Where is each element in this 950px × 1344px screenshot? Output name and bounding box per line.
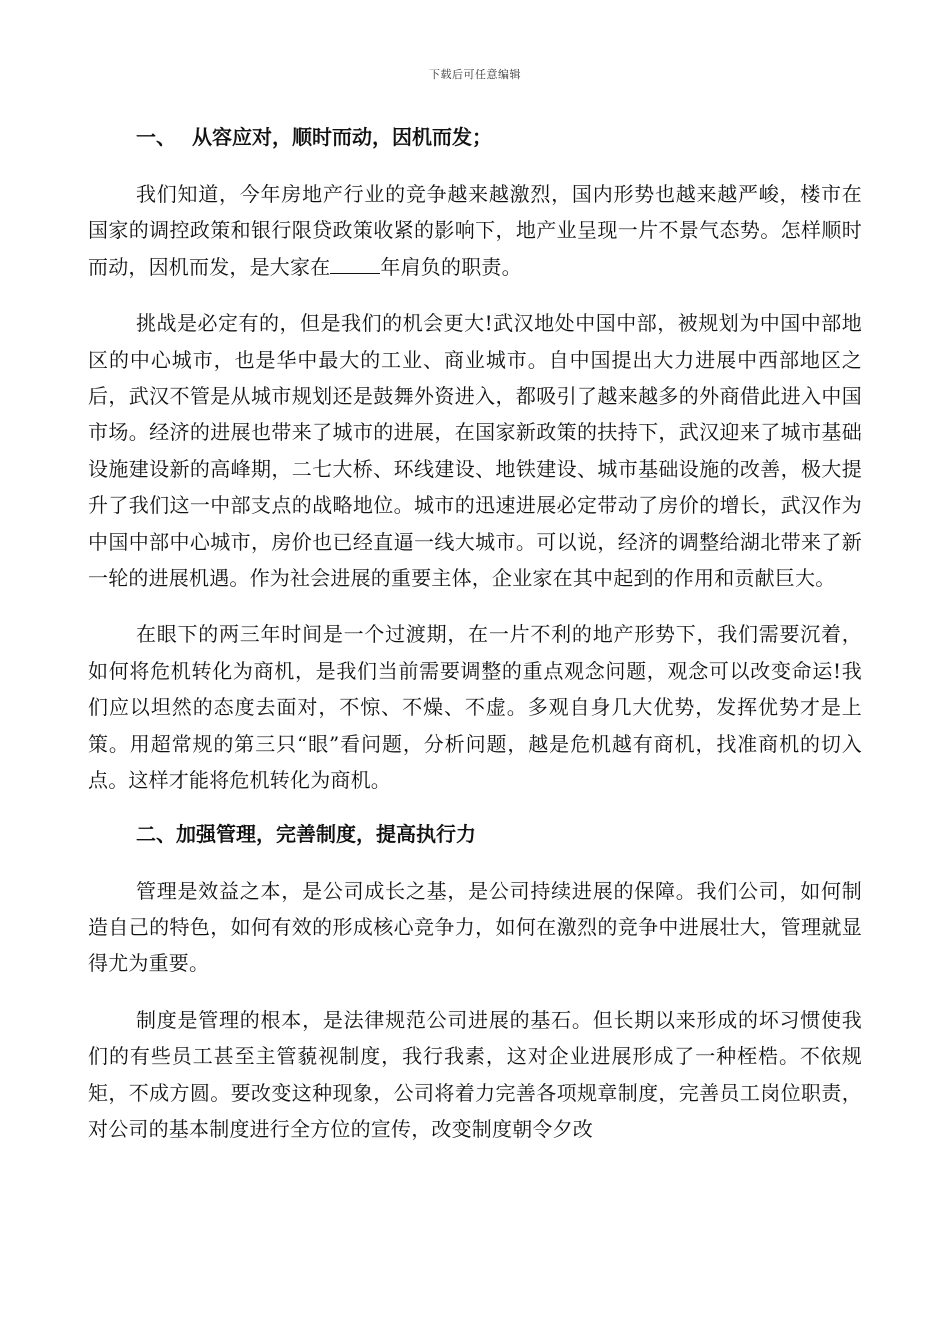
paragraph-1-before: 我们知道，今年房地产行业的竞争越来越激烈，国内形势也越来越严峻，楼市在国家的调控政策和银行限贷政策收紧的影响下，地产业呈现一片不景气态势。怎样顺时而动，因机而发，是大家在: [88, 182, 862, 279]
page-header: 下载后可任意编辑: [429, 68, 521, 81]
paragraph-1: [88, 176, 862, 285]
paragraph-3: 在眼下的两三年时间是一个过渡期，在一片不利的地产形势下，我们需要沉着，如何将危机转化为商机，是我们当前需要调整的重点观念问题，观念可以改变命运!我们应以坦然的态度去面对，不惊、不燥、不虚。多观自身几大优势，发挥优势才是上策。用超常规的第三只“眼”看问题，分析问题，越是危机越有商机，找准商机的切入点。这样才能将危机转化为商机。: [88, 622, 862, 793]
paragraph-2: 挑战是必定有的，但是我们的机会更大!武汉地处中国中部，被规划为中国中部地区的中心城市，也是华中最大的工业、商业城市。自中国提出大力进展中西部地区之后，武汉不管是从城市规划还是鼓舞外资进入，都吸引了越来越多的外商借此进入中国市场。经济的进展也带来了城市的进展，在国家新政策的扶持下，武汉迎来了城市基础设施建设新的高峰期，二七大桥、环线建设、地铁建设、城市基础设施的改善，极大提升了我们这一中部支点的战略地位。城市的迅速进展必定带动了房价的增长，武汉作为中国中部中心城市，房价也已经直逼一线大城市。可以说，经济的调整给湖北带来了新一轮的进展机遇。作为社会进展的重要主体，企业家在其中起到的作用和贡献巨大。: [88, 311, 862, 591]
section-heading-2: 二、加强管理，完善制度，提高执行力: [136, 821, 476, 846]
section-heading-1: [88, 122, 862, 152]
document-body: [88, 122, 862, 1167]
paragraph-1-after: 年肩负的职责。: [380, 254, 522, 279]
paragraph-5: 制度是管理的根本，是法律规范公司进展的基石。但长期以来形成的坏习惯使我们的有些员工甚至主管藐视制度，我行我素，这对企业进展形成了一种桎梏。不依规矩，不成方圆。要改变这种现象，公司将着力完善各项规章制度，完善员工岗位职责，对公司的基本制度进行全方位的宣传，改变制度朝令夕改: [88, 1007, 862, 1141]
paragraph-4: 管理是效益之本，是公司成长之基，是公司持续进展的保障。我们公司，如何制造自己的特色，如何有效的形成核心竞争力，如何在激烈的竞争中进展壮大，管理就显得尤为重要。: [88, 878, 862, 976]
section-title-1: 从容应对，顺时而动，因机而发；: [192, 125, 492, 149]
section-number-1: 一、: [136, 125, 176, 149]
fill-in-blank: [330, 255, 380, 274]
